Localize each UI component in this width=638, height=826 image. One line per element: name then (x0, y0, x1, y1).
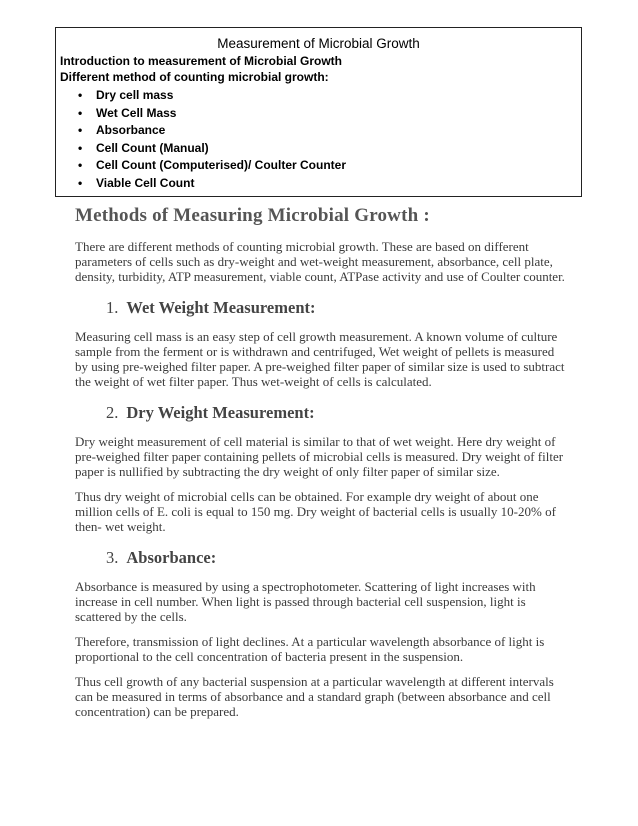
bullet-icon: • (78, 140, 83, 155)
box-title: Measurement of Microbial Growth (217, 36, 420, 51)
main-heading: Methods of Measuring Microbial Growth : (75, 205, 430, 226)
paragraph: Absorbance is measured by using a spectrophotometer. Scattering of light increases with increase in cell number. When light is passed through bacterial cell suspension, light is scattered by the cells. (75, 579, 536, 624)
paragraph: Thus cell growth of any bacterial suspension at a particular wavelength at different intervals can be measured in terms of absorbance and a standard graph (between absorbance and cell concentration) can be prepared. (75, 674, 554, 719)
list-item: • Dry cell mass (56, 87, 581, 105)
list-item: • Absorbance (56, 122, 581, 140)
list-item: • Wet Cell Mass (56, 105, 581, 123)
methods-list (56, 87, 581, 192)
box-intro: Introduction to measurement of Microbial Growth (60, 54, 343, 68)
section-number: 3. (106, 548, 119, 567)
paragraph: Measuring cell mass is an easy step of cell growth measurement. A known volume of culture sample from the ferment or is withdrawn and centrifuged, Wet weight of pellets is measured by using pre-weighed filter paper. A pre-weighed filter paper of similar size is used to subtract the weight of wet filter paper. Thus wet-weight of cells is calculated. (75, 329, 565, 389)
bullet-icon: • (78, 123, 83, 137)
section-heading-wet-weight (106, 298, 565, 318)
paragraph: Thus dry weight of microbial cells can be obtained. For example dry weight of about one million cells of E. coli is equal to 150 mg. Dry weight of bacterial cells is usually 10-20% of then- wet weight. (75, 489, 556, 534)
list-item: • Viable Cell Count (56, 175, 581, 193)
bullet-icon: • (78, 88, 83, 102)
bullet-icon: • (78, 158, 83, 172)
list-item: • Cell Count (Computerised)/ Coulter Counter (56, 157, 581, 175)
summary-box (55, 27, 582, 197)
section-number: 1. (106, 298, 119, 317)
box-methods-heading: Different method of counting microbial growth: (60, 70, 329, 84)
section-title: Wet Weight Measurement: (126, 298, 316, 317)
section-number: 2. (106, 403, 119, 422)
main-content (75, 205, 565, 729)
bullet-icon: • (78, 105, 83, 120)
intro-paragraph: There are different methods of counting microbial growth. These are based on different parameters of cells such as dry-weight and wet-weight measurement, absorbance, cell plate, density, turbidity, ATP measurement, viable count, ATPase activity and use of Coulter counter. (75, 239, 565, 284)
bullet-icon: • (78, 175, 83, 190)
paragraph: Therefore, transmission of light declines. At a particular wavelength absorbance of light is proportional to the cell concentration of bacteria present in the suspension. (75, 634, 545, 664)
section-heading-dry-weight (106, 403, 565, 423)
section-title: Absorbance: (126, 548, 217, 567)
list-item: • Cell Count (Manual) (56, 140, 581, 158)
section-title: Dry Weight Measurement: (126, 403, 315, 422)
paragraph: Dry weight measurement of cell material is similar to that of wet weight. Here dry weight of pre-weighed filter paper containing pellets of microbial cells is measured. Dry weight of filter paper is nullified by subtracting the dry weight of only filter paper of similar size. (75, 434, 564, 479)
section-heading-absorbance (106, 548, 565, 568)
